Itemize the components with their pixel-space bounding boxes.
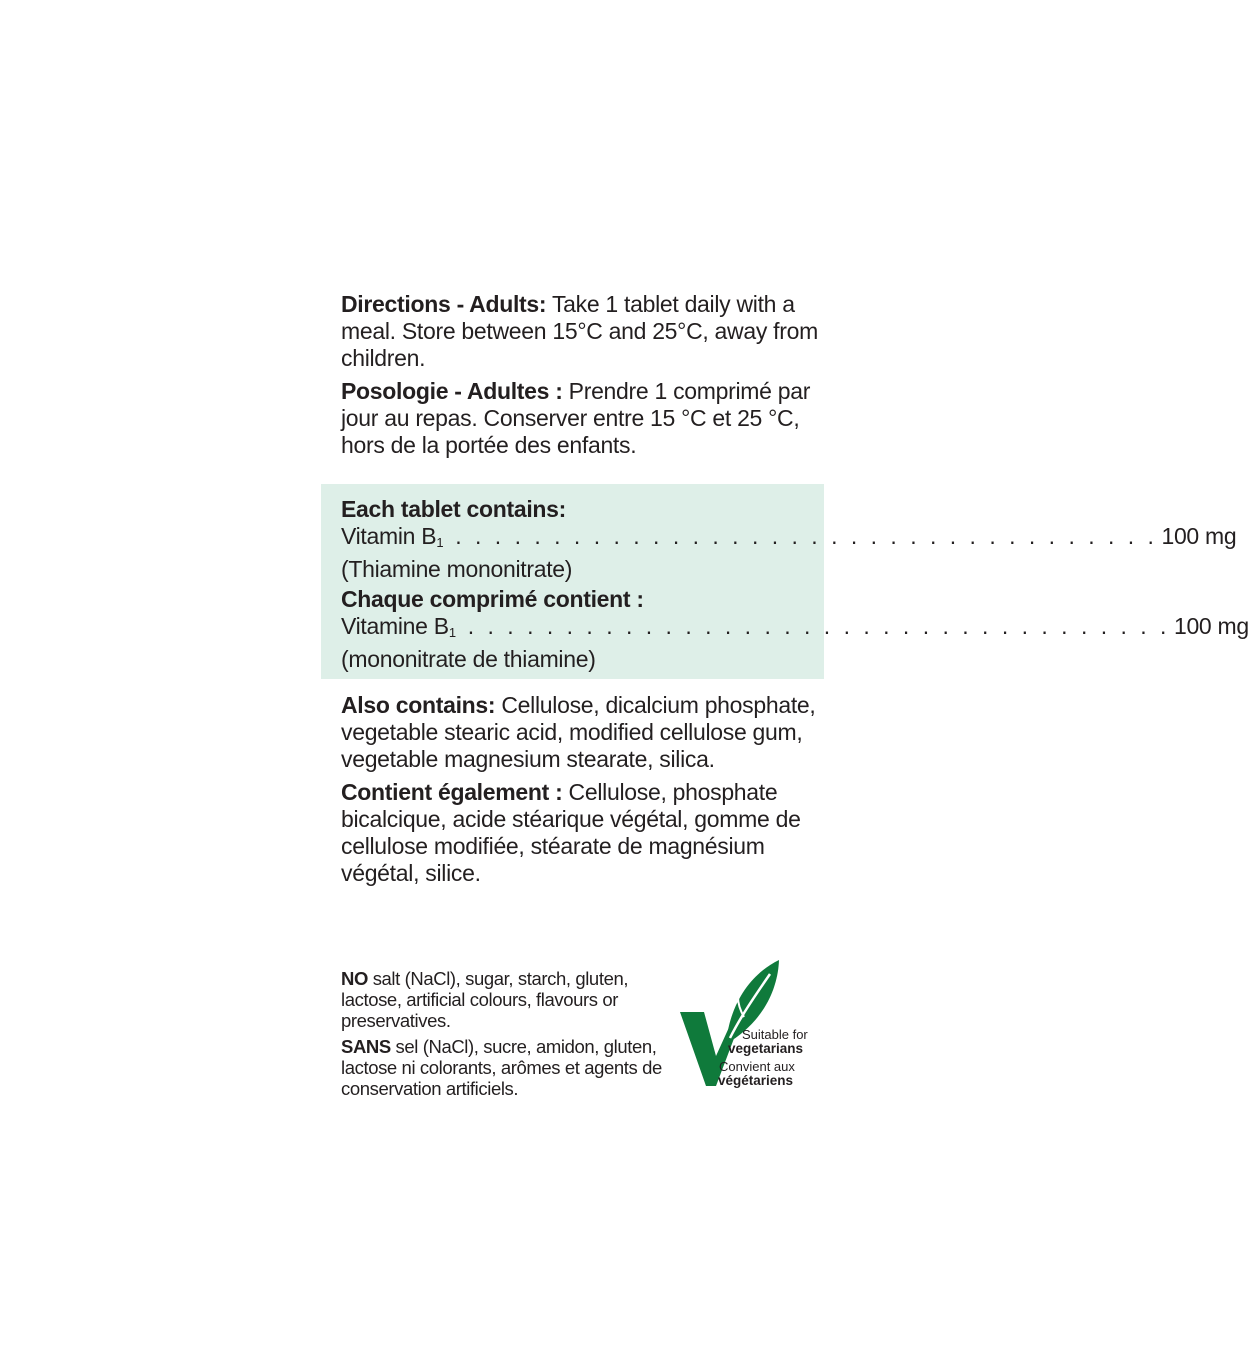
- ingredient-amount-en: 100 mg: [1161, 523, 1237, 549]
- ingredient-row-en: [341, 523, 1237, 556]
- free-from-fr-label: SANS: [341, 1036, 391, 1057]
- free-from-section: [341, 968, 671, 1099]
- ingredient-name-en-text: Vitamin B: [341, 523, 437, 549]
- free-from-fr-text: sel (NaCl), sucre, amidon, gluten, lactose ni colorants, arômes et agents de conservation artificiels.: [341, 1036, 662, 1099]
- directions-fr-text: Prendre 1 comprimé par jour au repas. Conserver entre 15 °C et 25 °C, hors de la portée des enfants.: [341, 378, 811, 458]
- directions-fr: [341, 378, 824, 459]
- free-from-en-text: salt (NaCl), sugar, starch, gluten, lactose, artificial colours, flavours or preservatives.: [341, 968, 629, 1031]
- ingredient-amount-fr: 100 mg: [1173, 613, 1249, 639]
- also-contains-en-label: Also contains:: [341, 692, 496, 718]
- ingredient-name-fr-text: Vitamine B: [341, 613, 449, 639]
- ingredients-fr-heading: Chaque comprimé contient :: [341, 586, 644, 612]
- badge-line4: végétariens: [718, 1073, 794, 1088]
- also-contains-en-text: Cellulose, dicalcium phosphate, vegetable stearic acid, modified cellulose gum, vegetable magnesium stearate, silica.: [341, 692, 816, 772]
- free-from-en: [341, 968, 671, 1031]
- ingredient-subscript-en: 1: [436, 535, 444, 550]
- ingredient-subscript-fr: 1: [448, 625, 456, 640]
- also-contains-section: [341, 692, 824, 887]
- free-from-fr: [341, 1036, 671, 1099]
- ingredient-name-fr: [341, 613, 456, 646]
- also-contains-fr: [341, 779, 824, 887]
- badge-line1: Suitable for: [742, 1027, 808, 1042]
- ingredient-source-en: (Thiamine mononitrate): [341, 556, 573, 582]
- directions-section: [341, 291, 824, 459]
- also-contains-en: [341, 692, 824, 773]
- dot-leader: . . . . . . . . . . . . . . . . . . . . . . . . . . . . . . . . . . . .: [467, 613, 1170, 639]
- directions-en: [341, 291, 824, 372]
- dot-leader: . . . . . . . . . . . . . . . . . . . . . . . . . . . . . . . . . . . .: [455, 523, 1158, 549]
- ingredients-panel: [321, 484, 1249, 679]
- also-contains-fr-label: Contient également :: [341, 779, 563, 805]
- vegetarian-leaf-v-icon: [678, 960, 824, 1090]
- free-from-en-label: NO: [341, 968, 368, 989]
- ingredients-en-heading: Each tablet contains:: [341, 496, 567, 522]
- directions-fr-label: Posologie - Adultes :: [341, 378, 563, 404]
- badge-line2: vegetarians: [728, 1041, 804, 1056]
- also-contains-fr-text: Cellulose, phosphate bicalcique, acide stéarique végétal, gomme de cellulose modifiée, stéarate de magnésium végétal, silice.: [341, 779, 801, 886]
- vegetarian-badge: [678, 960, 824, 1090]
- ingredient-name-en: [341, 523, 443, 556]
- badge-line3: Convient aux: [719, 1059, 795, 1074]
- directions-en-text: Take 1 tablet daily with a meal. Store between 15°C and 25°C, away from children.: [341, 291, 818, 371]
- ingredient-row-fr: [341, 613, 1249, 646]
- directions-en-label: Directions - Adults:: [341, 291, 547, 317]
- ingredient-source-fr: (mononitrate de thiamine): [341, 646, 596, 672]
